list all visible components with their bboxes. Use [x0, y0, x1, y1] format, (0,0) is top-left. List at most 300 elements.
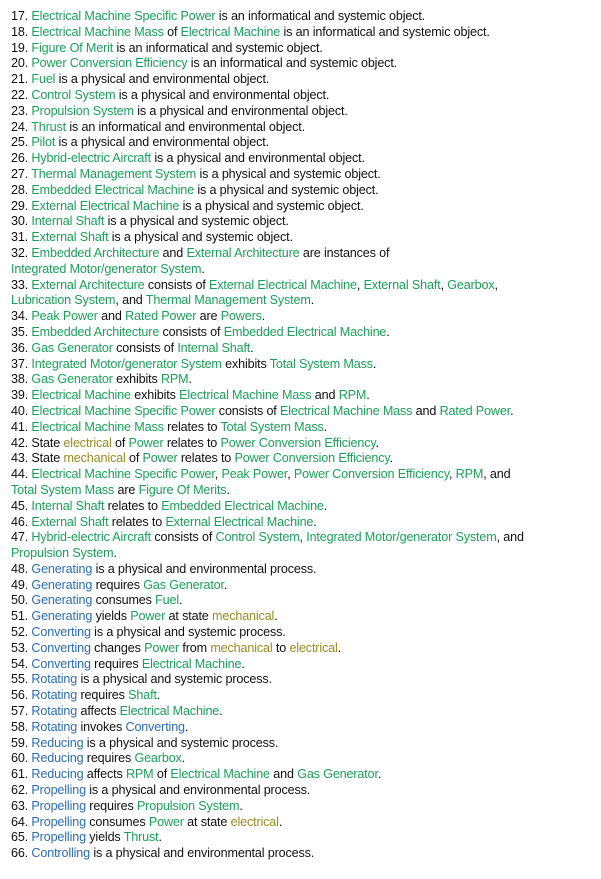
statement-text: , and [483, 467, 511, 482]
statement-61 [11, 767, 595, 783]
object-name: Figure Of Merits [138, 482, 227, 497]
statement-text: is a physical and environmental object. [115, 87, 330, 102]
statement-text: requires [85, 798, 137, 813]
statement-64 [11, 815, 595, 831]
statement-text: , [287, 467, 294, 482]
object-name: Gas Generator [31, 372, 113, 387]
statement-number: 24. [11, 119, 29, 134]
statement-text: . [239, 798, 243, 813]
object-name: Gearbox [134, 751, 182, 766]
state-name: electrical [289, 640, 338, 655]
statement-47 [11, 530, 595, 562]
object-name: Integrated Motor/generator System [306, 530, 497, 545]
statement-text: yields [85, 830, 124, 845]
statement-22 [11, 88, 595, 104]
statement-text: of [111, 435, 129, 450]
statement-41 [11, 420, 595, 436]
object-name: Hybrid-electric Aircraft [31, 151, 151, 166]
object-name: Rated Power [125, 309, 197, 324]
statement-text: changes [90, 640, 145, 655]
statement-number: 29. [11, 198, 29, 213]
statement-number: 61. [11, 767, 29, 782]
process-name: Rotating [31, 688, 78, 703]
statement-text: and [269, 767, 298, 782]
process-name: Propelling [31, 783, 86, 798]
object-name: Embedded Electrical Machine [31, 182, 194, 197]
statement-number: 39. [11, 388, 29, 403]
statement-text: invokes [77, 719, 126, 734]
object-name: Internal Shaft [177, 340, 251, 355]
statement-54 [11, 657, 595, 673]
statement-text: . [323, 498, 328, 513]
object-name: Power [144, 640, 180, 655]
object-name: External Electrical Machine [31, 198, 180, 213]
process-name: Converting [31, 656, 91, 671]
object-name: External Electrical Machine [209, 277, 357, 292]
statement-text: . [366, 388, 370, 403]
statement-49 [11, 578, 595, 594]
statement-text: consists of [144, 277, 210, 292]
object-name: Fuel [31, 72, 56, 87]
statement-text: . [337, 640, 342, 655]
object-name: RPM [338, 388, 367, 403]
statement-number: 64. [11, 814, 29, 829]
object-name: Electrical Machine [119, 704, 220, 719]
statement-text: . [181, 751, 186, 766]
object-name: Lubrication System [11, 293, 116, 308]
process-name: Controlling [31, 846, 90, 861]
process-name: Reducing [31, 735, 84, 750]
statement-number: 30. [11, 214, 29, 229]
statement-text: , [214, 467, 222, 482]
object-name: Internal Shaft [31, 498, 105, 513]
statement-number: 23. [11, 103, 29, 118]
statement-text: . [179, 593, 183, 608]
statement-text: . [241, 656, 245, 671]
object-name: Electrical Machine [180, 24, 281, 39]
object-name: Power [142, 451, 178, 466]
statement-65 [11, 830, 595, 846]
statement-text: . [377, 767, 382, 782]
statement-text: affects [77, 704, 120, 719]
statement-text: at state [165, 609, 212, 624]
statement-text: of [153, 767, 171, 782]
statement-text: , [440, 277, 448, 292]
object-name: Gas Generator [297, 767, 378, 782]
statement-25 [11, 135, 595, 151]
object-name: Pilot [31, 135, 56, 150]
statement-text: of [163, 24, 181, 39]
statement-number: 65. [11, 830, 29, 845]
statement-number: 43. [11, 451, 29, 466]
statement-20 [11, 56, 595, 72]
object-name: Electrical Machine Mass [280, 403, 413, 418]
statement-text: is a physical and systemic process. [83, 735, 279, 750]
process-name: Propelling [31, 814, 86, 829]
statement-text: requires [83, 751, 135, 766]
statement-number: 63. [11, 798, 29, 813]
object-name: Shaft [128, 688, 157, 703]
state-name: electrical [63, 435, 112, 450]
object-name: Electrical Machine Specific Power [31, 467, 215, 482]
state-name: mechanical [210, 640, 273, 655]
statement-text: is an informatical and environmental object. [65, 119, 305, 134]
statement-text: is a physical and environmental object. [55, 72, 270, 87]
object-name: External Shaft [363, 277, 441, 292]
statement-text: consists of [159, 324, 224, 339]
statement-text: . [156, 688, 161, 703]
statement-text: is an informatical and systemic object. [280, 24, 490, 39]
statement-text: is a physical and environmental object. [151, 151, 365, 166]
statement-text: requires [92, 577, 144, 592]
statement-text: . [201, 261, 205, 276]
statement-52 [11, 625, 595, 641]
object-name: Power [128, 435, 164, 450]
object-name: External Shaft [31, 230, 109, 245]
object-name: Hybrid-electric Aircraft [31, 530, 151, 545]
statement-19 [11, 41, 595, 57]
statement-28 [11, 183, 595, 199]
statement-text: requires [77, 688, 129, 703]
statement-text: and [412, 403, 440, 418]
process-name: Reducing [31, 751, 84, 766]
statement-text: . [113, 546, 117, 561]
object-name: Integrated Motor/generator System [31, 356, 222, 371]
statement-text: , [494, 277, 498, 292]
statement-number: 27. [11, 166, 29, 181]
statement-text: . [375, 435, 379, 450]
statement-text: . [310, 293, 315, 308]
statement-number: 66. [11, 846, 29, 861]
statement-number: 49. [11, 577, 29, 592]
statement-text: State [31, 451, 64, 466]
object-name: Power [130, 609, 166, 624]
statement-text: is a physical and environmental object. [133, 103, 348, 118]
object-name: RPM [455, 467, 484, 482]
object-name: External Architecture [186, 245, 300, 260]
process-name: Generating [31, 609, 93, 624]
statement-26 [11, 151, 595, 167]
statement-46 [11, 515, 595, 531]
object-name: External Architecture [31, 277, 145, 292]
statement-text: is a physical and systemic object. [104, 214, 289, 229]
statement-text: . [226, 482, 230, 497]
statement-number: 41. [11, 419, 29, 434]
statement-text: from [179, 640, 211, 655]
object-name: Propulsion System [31, 103, 134, 118]
statement-38 [11, 372, 595, 388]
statement-text: affects [83, 767, 126, 782]
statement-63 [11, 799, 595, 815]
state-name: electrical [230, 814, 279, 829]
statement-text: is an informatical and systemic object. [187, 56, 398, 71]
statement-text: consists of [151, 530, 216, 545]
statement-text: . [510, 403, 514, 418]
statement-number: 20. [11, 56, 29, 71]
object-name: Power Conversion Efficiency [220, 435, 376, 450]
object-name: Integrated Motor/generator System [11, 261, 202, 276]
statement-text: relates to [108, 514, 166, 529]
statement-39 [11, 388, 595, 404]
state-name: mechanical [63, 451, 126, 466]
object-name: Thrust [31, 119, 66, 134]
object-name: Embedded Architecture [31, 245, 160, 260]
statement-57 [11, 704, 595, 720]
statement-text: is a physical and systemic object. [193, 182, 379, 197]
statement-text: , and [115, 293, 146, 308]
statement-number: 18. [11, 24, 29, 39]
object-name: Total System Mass [11, 482, 115, 497]
statement-text: are [196, 309, 221, 324]
object-name: Control System [215, 530, 300, 545]
statement-text: and [159, 245, 187, 260]
statement-32 [11, 246, 595, 278]
object-name: Fuel [155, 593, 180, 608]
statement-29 [11, 199, 595, 215]
statement-23 [11, 104, 595, 120]
statement-number: 47. [11, 530, 29, 545]
statement-text: consists of [112, 340, 178, 355]
statement-18 [11, 25, 595, 41]
object-name: Embedded Electrical Machine [223, 324, 387, 339]
statement-text: . [188, 372, 192, 387]
statement-text: exhibits [112, 372, 161, 387]
statement-43 [11, 451, 595, 467]
statement-40 [11, 404, 595, 420]
statement-37 [11, 357, 595, 373]
object-name: Electrical Machine [31, 388, 131, 403]
object-name: Electrical Machine Mass [179, 388, 312, 403]
statement-30 [11, 214, 595, 230]
statement-text: . [158, 830, 162, 845]
statement-number: 28. [11, 182, 29, 197]
statement-number: 22. [11, 87, 29, 102]
statement-number: 62. [11, 783, 29, 798]
object-name: Propulsion System [11, 546, 114, 561]
statement-text: . [250, 340, 254, 355]
statement-text: is a physical and systemic process. [77, 672, 272, 687]
object-name: Powers [220, 309, 262, 324]
statement-number: 57. [11, 704, 29, 719]
statement-text: are [114, 482, 139, 497]
process-name: Converting [125, 719, 185, 734]
statement-text: is an informatical and systemic object. [215, 9, 426, 23]
process-name: Converting [31, 640, 91, 655]
object-name: Electrical Machine Specific Power [31, 9, 216, 23]
statement-60 [11, 751, 595, 767]
statement-number: 55. [11, 672, 29, 687]
statement-50 [11, 593, 595, 609]
object-name: External Shaft [31, 514, 109, 529]
statement-text: is a physical and systemic object. [196, 166, 381, 181]
statement-text: is a physical and environmental process. [85, 783, 311, 798]
statement-number: 33. [11, 277, 29, 292]
statement-text: relates to [163, 419, 221, 434]
statement-number: 44. [11, 467, 29, 482]
statement-31 [11, 230, 595, 246]
object-name: Gas Generator [143, 577, 224, 592]
statement-text: requires [90, 656, 142, 671]
object-name: Propulsion System [136, 798, 240, 813]
statement-55 [11, 672, 595, 688]
statement-56 [11, 688, 595, 704]
statement-text: is a physical and environmental process. [92, 561, 317, 576]
statement-number: 56. [11, 688, 29, 703]
statement-number: 38. [11, 372, 29, 387]
statement-text: is a physical and systemic object. [108, 230, 293, 245]
object-name: Total System Mass [220, 419, 324, 434]
object-name: Power Conversion Efficiency [234, 451, 390, 466]
object-name: Embedded Electrical Machine [161, 498, 324, 513]
object-name: Figure Of Merit [31, 40, 114, 55]
statement-number: 53. [11, 640, 29, 655]
statement-21 [11, 72, 595, 88]
statement-text: are instances of [299, 245, 390, 260]
process-name: Reducing [31, 767, 84, 782]
statement-text: is a physical and systemic object. [179, 198, 364, 213]
process-name: Propelling [31, 830, 86, 845]
process-name: Propelling [31, 798, 86, 813]
process-name: Rotating [31, 719, 78, 734]
statement-text: consists of [215, 403, 280, 418]
statement-27 [11, 167, 595, 183]
object-name: Total System Mass [269, 356, 373, 371]
statement-number: 54. [11, 656, 29, 671]
statement-number: 60. [11, 751, 29, 766]
statement-number: 25. [11, 135, 29, 150]
statement-number: 35. [11, 324, 29, 339]
object-name: Power [148, 814, 184, 829]
statement-51 [11, 609, 595, 625]
object-name: Control System [31, 87, 116, 102]
statement-number: 48. [11, 561, 29, 576]
object-name: Rated Power [439, 403, 511, 418]
object-name: Thermal Management System [145, 293, 311, 308]
statement-number: 42. [11, 435, 29, 450]
statement-text: relates to [163, 435, 221, 450]
statement-17 [11, 9, 595, 25]
statement-text: to [272, 640, 290, 655]
object-name: RPM [160, 372, 189, 387]
statement-text: and [311, 388, 339, 403]
process-name: Generating [31, 593, 93, 608]
statement-53 [11, 641, 595, 657]
statement-text: , [448, 467, 456, 482]
statement-59 [11, 736, 595, 752]
object-name: Electrical Machine [141, 656, 242, 671]
process-name: Converting [31, 625, 91, 640]
object-name: Electrical Machine Mass [31, 24, 164, 39]
statement-text: relates to [177, 451, 235, 466]
statement-58 [11, 720, 595, 736]
statement-number: 21. [11, 72, 29, 87]
statement-number: 59. [11, 735, 29, 750]
object-name: Gas Generator [31, 340, 113, 355]
object-name: Power Conversion Efficiency [293, 467, 449, 482]
statement-number: 52. [11, 625, 29, 640]
statement-number: 32. [11, 245, 29, 260]
statement-text: is a physical and environmental process. [89, 846, 315, 861]
statement-text: consumes [92, 593, 156, 608]
object-name: Embedded Architecture [31, 324, 160, 339]
statement-number: 31. [11, 230, 29, 245]
statement-24 [11, 120, 595, 136]
object-name: Peak Power [221, 467, 288, 482]
statement-33 [11, 278, 595, 310]
statement-text: . [313, 514, 317, 529]
statement-34 [11, 309, 595, 325]
statement-62 [11, 783, 595, 799]
statement-number: 26. [11, 151, 29, 166]
statement-number: 45. [11, 498, 29, 513]
statement-text: of [125, 451, 143, 466]
statement-44 [11, 467, 595, 499]
statement-number: 17. [11, 9, 29, 23]
process-name: Generating [31, 577, 93, 592]
object-name: External Electrical Machine [165, 514, 314, 529]
opl-statement-list [11, 9, 595, 862]
statement-text: at state [183, 814, 231, 829]
statement-text: yields [92, 609, 131, 624]
statement-text: State [31, 435, 64, 450]
statement-48 [11, 562, 595, 578]
statement-text: . [389, 451, 393, 466]
statement-text: exhibits [221, 356, 270, 371]
statement-text: . [372, 356, 377, 371]
statement-text: . [184, 719, 189, 734]
object-name: RPM [125, 767, 154, 782]
object-name: Electrical Machine Mass [31, 419, 164, 434]
object-name: Gearbox [447, 277, 495, 292]
statement-text: is a physical and environmental object. [55, 135, 269, 150]
statement-text: . [223, 577, 228, 592]
statement-number: 50. [11, 593, 29, 608]
statement-text: exhibits [130, 388, 180, 403]
statement-text: . [386, 324, 390, 339]
statement-text: relates to [104, 498, 162, 513]
statement-text: . [274, 609, 278, 624]
statement-36 [11, 341, 595, 357]
object-name: Electrical Machine Specific Power [31, 403, 216, 418]
statement-text: consumes [85, 814, 149, 829]
statement-text: and [97, 309, 126, 324]
statement-number: 34. [11, 309, 29, 324]
process-name: Generating [31, 561, 93, 576]
object-name: Thermal Management System [31, 166, 197, 181]
statement-text: , [356, 277, 364, 292]
object-name: Electrical Machine [170, 767, 270, 782]
statement-number: 46. [11, 514, 29, 529]
statement-text: . [261, 309, 266, 324]
statement-number: 37. [11, 356, 29, 371]
statement-text: is a physical and systemic process. [90, 625, 286, 640]
state-name: mechanical [212, 609, 275, 624]
statement-number: 58. [11, 719, 29, 734]
statement-number: 40. [11, 403, 29, 418]
statement-text: is an informatical and systemic object. [113, 40, 323, 55]
object-name: Thrust [123, 830, 159, 845]
process-name: Rotating [31, 672, 78, 687]
statement-number: 19. [11, 40, 29, 55]
object-name: Peak Power [31, 309, 98, 324]
statement-text: , and [496, 530, 524, 545]
object-name: Power Conversion Efficiency [31, 56, 188, 71]
statement-42 [11, 436, 595, 452]
statement-text: . [219, 704, 223, 719]
statement-45 [11, 499, 595, 515]
statement-number: 51. [11, 609, 29, 624]
statement-66 [11, 846, 595, 862]
